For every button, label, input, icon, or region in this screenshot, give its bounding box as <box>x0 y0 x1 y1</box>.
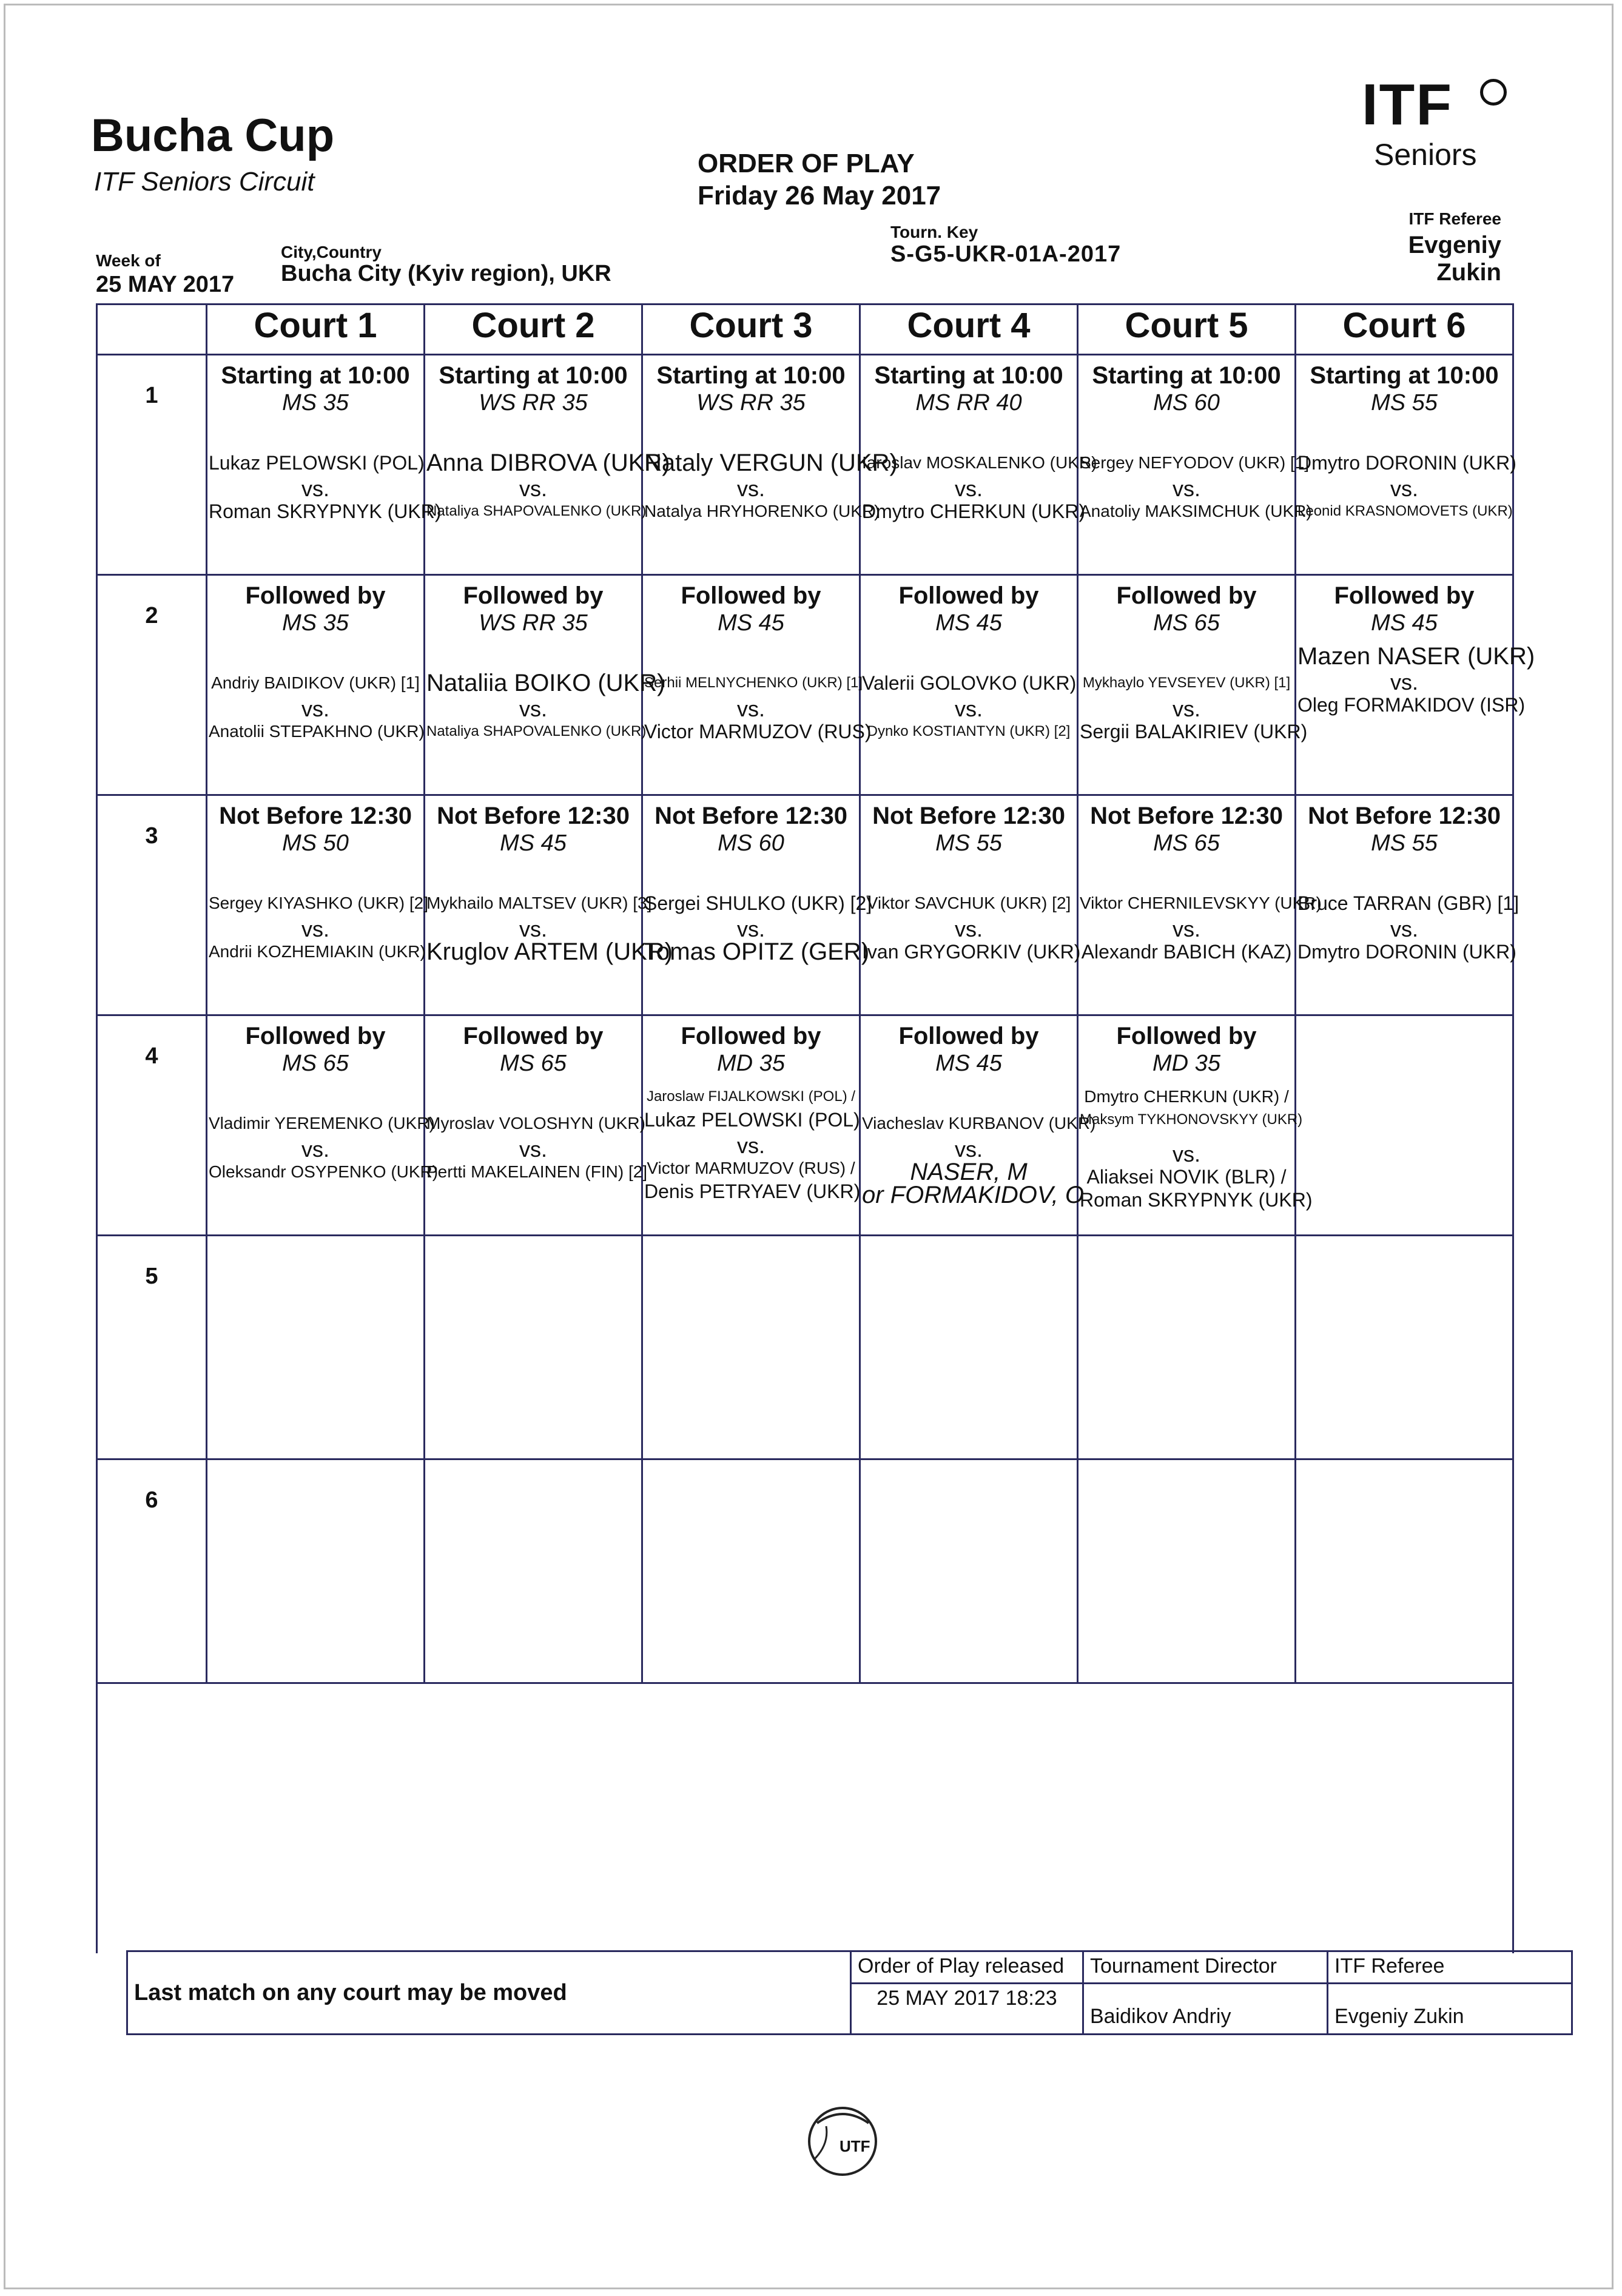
match-cell <box>1296 355 1516 575</box>
vs-label: vs. <box>954 1137 983 1162</box>
schedule-row <box>97 575 1513 795</box>
itf-referee-label: ITF Referee <box>1408 209 1501 228</box>
court-header: Court 1 <box>207 305 425 355</box>
match-cell <box>642 1015 860 1236</box>
player-a: Nataliia BOIKO (UKR) <box>426 670 665 696</box>
match-event: MS 65 <box>1153 830 1220 856</box>
player-a: Viktor CHERNILEVSKYY (UKR) <box>1080 894 1322 912</box>
player-a: Mykhailo MALTSEV (UKR) [3] <box>426 894 652 912</box>
match-cell <box>425 1015 648 1236</box>
match-timing: Followed by <box>245 1023 386 1049</box>
player-b: Ivan GRYGORKIV (UKR) <box>862 941 1081 963</box>
match-cell <box>425 575 665 795</box>
player-a: Iaroslav MOSKALENKO (UKR) <box>862 453 1097 472</box>
tourn-key-label: Tourn. Key <box>890 223 978 241</box>
player-a: Valerii GOLOVKO (UKR) <box>862 672 1077 694</box>
match-cell <box>1078 795 1322 1015</box>
vs-label: vs. <box>519 696 547 721</box>
court-header: Court 3 <box>642 305 860 355</box>
player-b: Dmytro CHERKUN (UKR) <box>862 500 1085 522</box>
match-timing: Starting at 10:00 <box>1092 362 1281 389</box>
match-event: MS 45 <box>935 1051 1002 1076</box>
match-event: MS 45 <box>500 830 567 856</box>
city-value: Bucha City (Kyiv region), UKR <box>281 261 611 286</box>
utf-logo <box>802 2102 884 2181</box>
match-timing: Followed by <box>245 582 386 609</box>
match-event: MS 55 <box>935 830 1002 856</box>
vs-label: vs. <box>736 917 765 941</box>
match-cell <box>207 1015 439 1236</box>
circuit-subtitle: ITF Seniors Circuit <box>94 167 315 197</box>
referee-value: Evgeniy Zukin <box>1328 1983 1572 2034</box>
match-event: MS 45 <box>718 610 784 636</box>
match-timing: Followed by <box>463 1023 604 1049</box>
player-a: Lukaz PELOWSKI (POL) <box>209 452 425 474</box>
match-event: MS 65 <box>282 1051 349 1076</box>
match-event: MS 35 <box>282 610 349 636</box>
match-event: WS RR 35 <box>696 390 806 416</box>
match-event: MS 60 <box>718 830 784 856</box>
footer-row <box>127 1951 1572 1984</box>
player-a: Serhii MELNYCHENKO (UKR) [1] <box>644 675 863 691</box>
match-timing: Followed by <box>1334 582 1475 609</box>
player-a: Dmytro DORONIN (UKR) <box>1297 452 1516 474</box>
tournament-title: Bucha Cup <box>91 110 335 161</box>
released-label: Order of Play released <box>851 1951 1083 1984</box>
vs-label: vs. <box>736 1133 765 1158</box>
player-a: Vladimir YEREMENKO (UKR) <box>209 1114 435 1133</box>
player-b: Oleg FORMAKIDOV (ISR) <box>1297 694 1526 716</box>
player-b: Andrii KOZHEMIAKIN (UKR) <box>209 942 426 961</box>
director-label: Tournament Director <box>1083 1951 1328 1984</box>
notes-area <box>96 1371 1514 1953</box>
utf-logo-icon <box>802 2102 884 2181</box>
court-header-row <box>97 305 1513 355</box>
schedule-row <box>97 795 1513 1015</box>
match-event: MS 45 <box>1371 610 1438 636</box>
match-event: MS 65 <box>1153 610 1220 636</box>
player-b: Anatolii STEPAKHNO (UKR) <box>209 722 425 741</box>
match-timing: Starting at 10:00 <box>874 362 1063 389</box>
player-b: or FORMAKIDOV, O <box>862 1182 1084 1208</box>
city-label: City,Country <box>281 243 382 261</box>
vs-label: vs. <box>1172 1142 1200 1167</box>
player-b: Victor MARMUZOV (RUS) <box>644 721 872 742</box>
match-cell <box>1078 355 1312 575</box>
player-b: Dynko KOSTIANTYN (UKR) [2] <box>867 723 1071 739</box>
player-b-partner: Victor MARMUZOV (RUS) / <box>647 1159 855 1177</box>
player-b: Alexandr BABICH (KAZ) <box>1081 941 1292 963</box>
match-cell <box>1296 795 1519 1015</box>
vs-label: vs. <box>519 476 547 501</box>
player-a: Sergey KIYASHKO (UKR) [2] <box>209 894 429 912</box>
match-event: MS 35 <box>282 390 349 416</box>
schedule-row <box>97 355 1513 575</box>
itf-referee-value: Evgeniy Zukin <box>1408 232 1501 286</box>
match-timing: Followed by <box>1116 1023 1257 1049</box>
match-event: WS RR 35 <box>479 610 588 636</box>
player-b: Denis PETRYAEV (UKR) <box>644 1180 861 1202</box>
player-a: Myroslav VOLOSHYN (UKR) <box>426 1114 645 1133</box>
match-event: MS RR 40 <box>915 390 1022 416</box>
match-timing: Starting at 10:00 <box>439 362 628 389</box>
released-value: 25 MAY 2017 18:23 <box>851 1983 1083 2034</box>
order-of-play-date: Friday 26 May 2017 <box>698 181 941 210</box>
row-number: 5 <box>97 1236 207 1459</box>
player-a: Nataly VERGUN (UKR) <box>644 449 898 476</box>
vs-label: vs. <box>1390 917 1418 941</box>
player-b: Kruglov ARTEM (UKR) <box>426 938 673 965</box>
last-match-note: Last match on any court may be moved <box>127 1951 851 2035</box>
match-cell <box>207 355 442 575</box>
player-a: Andriy BAIDIKOV (UKR) [1] <box>211 673 420 692</box>
player-b: Nataliya SHAPOVALENKO (UKR) <box>426 503 647 519</box>
match-timing: Not Before 12:30 <box>872 803 1065 829</box>
player-b: Dmytro DORONIN (UKR) <box>1297 941 1516 963</box>
match-cell <box>207 575 425 795</box>
match-timing: Followed by <box>1116 582 1257 609</box>
match-timing: Not Before 12:30 <box>655 803 847 829</box>
player-a: Sergey NEFYODOV (UKR) [1] <box>1080 453 1310 472</box>
row-number: 4 <box>97 1015 207 1236</box>
referee-label: ITF Referee <box>1328 1951 1572 1984</box>
player-b-partner: Aliaksei NOVIK (BLR) / <box>1086 1166 1287 1188</box>
vs-label: vs. <box>1390 476 1418 501</box>
match-timing: Followed by <box>898 1023 1039 1049</box>
match-timing: Starting at 10:00 <box>1310 362 1499 389</box>
player-b: Natalya HRYHORENKO (UKR) <box>644 502 880 520</box>
court-header: Court 6 <box>1296 305 1513 355</box>
vs-label: vs. <box>954 917 983 941</box>
vs-label: vs. <box>301 1137 329 1162</box>
row-number: 3 <box>97 795 207 1015</box>
vs-label: vs. <box>1390 670 1418 695</box>
match-cell <box>860 1015 1096 1236</box>
order-of-play-title: ORDER OF PLAY <box>698 149 915 178</box>
itf-logo-word: ITF <box>1362 72 1453 137</box>
match-timing: Followed by <box>681 1023 821 1049</box>
vs-label: vs. <box>1172 917 1200 941</box>
week-value: 25 MAY 2017 <box>96 272 235 297</box>
match-cell <box>642 355 898 575</box>
player-a: Viacheslav KURBANOV (UKR) <box>862 1114 1096 1133</box>
player-a: Sergei SHULKO (UKR) [2] <box>644 892 872 914</box>
player-b-partner: NASER, M <box>910 1159 1028 1185</box>
tourn-key-value: S-G5-UKR-01A-2017 <box>890 241 1122 267</box>
utf-logo-text: UTF <box>840 2137 870 2155</box>
court-header: Court 2 <box>425 305 642 355</box>
match-cell <box>425 795 673 1015</box>
match-cell <box>860 795 1081 1015</box>
match-timing: Followed by <box>681 582 821 609</box>
row-number: 1 <box>97 355 207 575</box>
schedule-row <box>97 1015 1513 1236</box>
match-cell <box>207 795 429 1015</box>
player-b: Nataliya SHAPOVALENKO (UKR) <box>426 723 647 739</box>
match-cell-empty <box>1296 1015 1513 1236</box>
match-cell <box>1078 575 1308 795</box>
vs-label: vs. <box>301 917 329 941</box>
match-event: MD 35 <box>1153 1051 1220 1076</box>
player-b: Leonid KRASNOMOVETS (UKR) <box>1297 503 1513 519</box>
vs-label: vs. <box>954 696 983 721</box>
tennis-ball-icon <box>1480 79 1507 106</box>
player-a: Anna DIBROVA (UKR) <box>426 449 670 476</box>
player-b: Roman SKRYPNYK (UKR) <box>209 500 442 522</box>
player-a: Mykhaylo YEVSEYEV (UKR) [1] <box>1082 675 1291 691</box>
player-b: Sergii BALAKIRIEV (UKR) <box>1080 721 1308 742</box>
player-b: Anatoliy MAKSIMCHUK (UKR) <box>1080 502 1312 520</box>
director-value: Baidikov Andriy <box>1083 1983 1328 2034</box>
row-number: 2 <box>97 575 207 795</box>
match-timing: Not Before 12:30 <box>437 803 630 829</box>
match-cell <box>860 355 1097 575</box>
match-timing: Followed by <box>898 582 1039 609</box>
match-cell <box>642 575 872 795</box>
player-b: Tomas OPITZ (GER) <box>644 938 870 965</box>
match-event: WS RR 35 <box>479 390 588 416</box>
match-timing: Not Before 12:30 <box>1090 803 1283 829</box>
vs-label: vs. <box>736 696 765 721</box>
vs-label: vs. <box>954 476 983 501</box>
vs-label: vs. <box>301 476 329 501</box>
player-b: Pertti MAKELAINEN (FIN) [2] <box>426 1162 648 1181</box>
itf-logo-sub: Seniors <box>1374 138 1477 172</box>
vs-label: vs. <box>301 696 329 721</box>
match-timing: Followed by <box>463 582 604 609</box>
vs-label: vs. <box>736 476 765 501</box>
match-timing: Starting at 10:00 <box>221 362 410 389</box>
match-event: MS 45 <box>935 610 1002 636</box>
row-number: 6 <box>97 1459 207 1683</box>
vs-label: vs. <box>519 1137 547 1162</box>
match-event: MS 50 <box>282 830 349 856</box>
player-b: Oleksandr OSYPENKO (UKR) <box>209 1162 439 1181</box>
player-b: Roman SKRYPNYK (UKR) <box>1080 1189 1313 1211</box>
match-event: MS 60 <box>1153 390 1220 416</box>
vs-label: vs. <box>1172 696 1200 721</box>
player-a: Viktor SAVCHUK (UKR) [2] <box>866 894 1071 912</box>
match-cell <box>860 575 1078 795</box>
match-cell <box>642 795 872 1015</box>
match-cell <box>1078 1015 1313 1236</box>
match-timing: Not Before 12:30 <box>219 803 412 829</box>
week-label: Week of <box>96 251 161 270</box>
player-a: Mazen NASER (UKR) <box>1297 643 1535 670</box>
vs-label: vs. <box>1172 476 1200 501</box>
corner-cell <box>97 305 207 355</box>
itf-seniors-logo <box>1356 72 1513 181</box>
match-event: MS 65 <box>500 1051 567 1076</box>
match-event: MS 55 <box>1371 390 1438 416</box>
match-event: MS 55 <box>1371 830 1438 856</box>
player-a-partner: Jaroslaw FIJALKOWSKI (POL) / <box>646 1088 856 1105</box>
footer-table <box>126 1950 1573 2035</box>
match-cell <box>1296 575 1535 795</box>
player-a: Lukaz PELOWSKI (POL) <box>644 1109 860 1131</box>
player-a-partner: Dmytro CHERKUN (UKR) / <box>1084 1087 1289 1106</box>
vs-label: vs. <box>519 917 547 941</box>
player-a: Maksym TYKHONOVSKYY (UKR) <box>1080 1111 1303 1128</box>
match-cell <box>425 355 670 575</box>
court-header: Court 4 <box>860 305 1078 355</box>
court-header: Court 5 <box>1078 305 1296 355</box>
match-timing: Not Before 12:30 <box>1308 803 1501 829</box>
match-event: MD 35 <box>717 1051 785 1076</box>
match-timing: Starting at 10:00 <box>656 362 846 389</box>
player-a: Bruce TARRAN (GBR) [1] <box>1297 892 1519 914</box>
